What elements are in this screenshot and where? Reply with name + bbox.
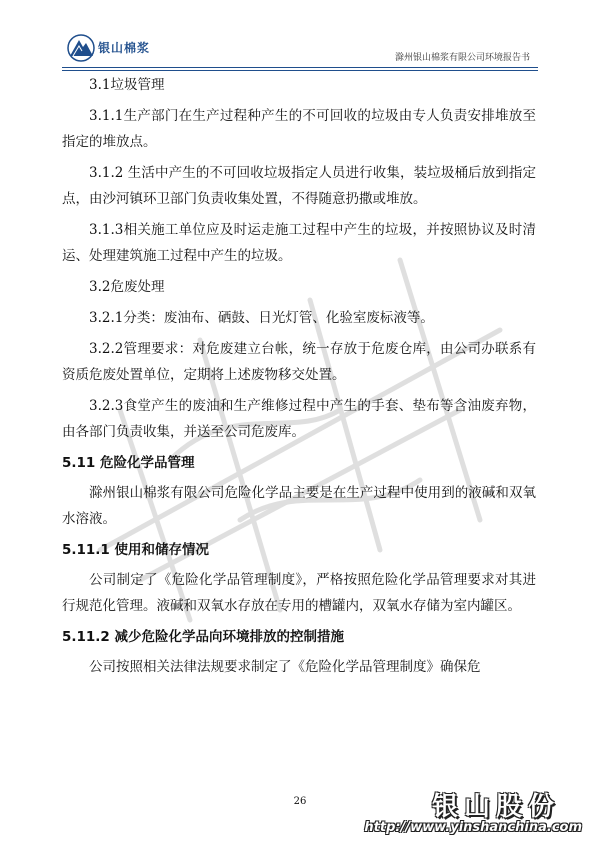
brand-watermark: 银山股份 [431, 792, 560, 822]
page-number: 26 [293, 796, 307, 807]
paragraph: 3.2.3食堂产生的废油和生产维修过程中产生的手套、垫布等含油废弃物，由各部门负责收集，并送至公司危废库。 [62, 398, 536, 440]
paragraph: 公司按照相关法律法规要求制定了《危险化学品管理制度》确保危 [89, 659, 481, 675]
document-body [62, 72, 536, 685]
paragraph: 3.1.1生产部门在生产过程种产生的不可回收的垃圾由专人负责安排堆放至指定的堆放点。 [62, 108, 536, 150]
paragraph: 3.1.3相关施工单位应及时运走施工过程中产生的垃圾，并按照协议及时清运、处理建筑施工过程中产生的垃圾。 [62, 222, 536, 264]
section-heading: 5.11.1 使用和储存情况 [62, 542, 210, 558]
paragraph: 3.1垃圾管理 [89, 77, 165, 93]
logo-text: 银山棉浆 [98, 41, 151, 55]
paragraph: 滁州银山棉浆有限公司危险化学品主要是在生产过程中使用到的液碱和双氧水溶液。 [62, 485, 536, 527]
header-title: 滁州银山棉浆有限公司环境报告书 [394, 53, 530, 63]
site-url: http://www.yinshanchina.com [364, 820, 582, 835]
header-rule-thin [62, 70, 538, 71]
section-heading: 5.11.2 减少危险化学品向环境排放的控制措施 [62, 629, 345, 645]
logo-icon [66, 34, 96, 62]
header-rule [62, 67, 538, 68]
paragraph: 公司制定了《危险化学品管理制度》，严格按照危险化学品管理要求对其进行规范化管理。液碱和双氧水存放在专用的槽罐内，双氧水存储为室内罐区。 [62, 572, 536, 614]
paragraph: 3.2.2管理要求：对危废建立台帐，统一存放于危废仓库，由公司办联系有资质危废处置单位，定期将上述废物移交处置。 [62, 341, 536, 383]
paragraph: 3.2危废处理 [89, 279, 165, 295]
paragraph: 3.2.1分类：废油布、硒鼓、日光灯管、化验室废标液等。 [89, 310, 434, 326]
page-header [62, 30, 538, 68]
section-heading: 5.11 危险化学品管理 [62, 455, 195, 471]
paragraph: 3.1.2 生活中产生的不可回收垃圾指定人员进行收集，装垃圾桶后放到指定点，由沙河镇环卫部门负责收集处置，不得随意扔撒或堆放。 [62, 165, 536, 207]
